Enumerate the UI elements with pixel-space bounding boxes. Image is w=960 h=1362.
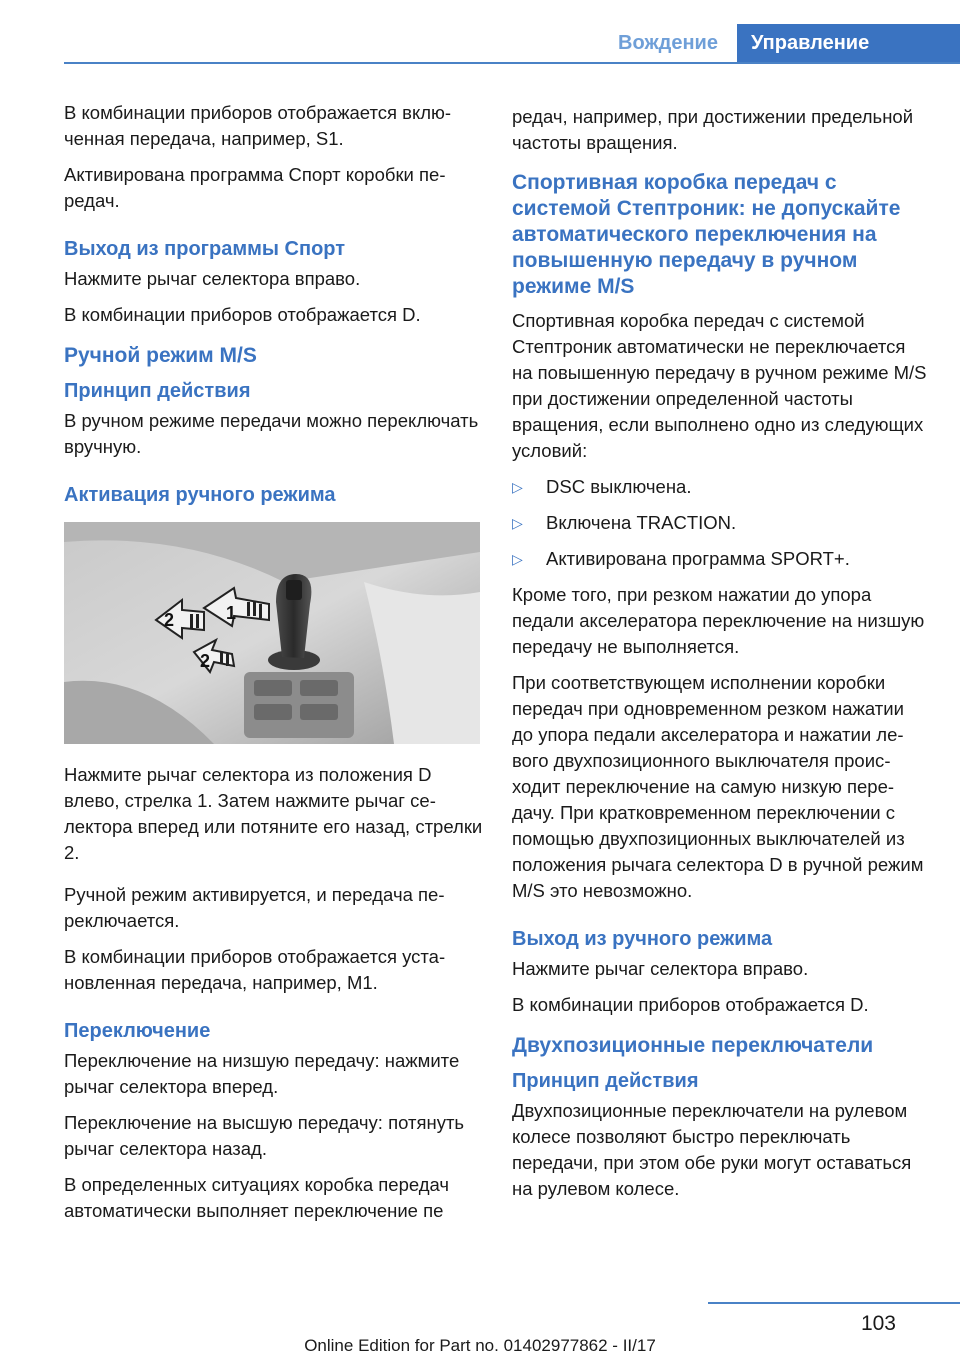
heading-principle: Принцип действия <box>64 380 251 402</box>
right-column <box>512 104 930 1212</box>
header-rule <box>64 62 960 64</box>
heading-shifting: Переключение <box>64 1020 211 1042</box>
triangle-bullet-icon: ▷ <box>512 479 523 495</box>
edition-footer: Online Edition for Part no. 01402977862 - II/17 <box>304 1336 656 1355</box>
heading-principle: Принцип действия <box>512 1070 699 1092</box>
list-item: ▷ Включена TRACTION. <box>512 510 930 536</box>
footer-rule <box>708 1302 960 1304</box>
paragraph: Нажмите рычаг селектора вправо. <box>64 268 361 289</box>
paragraph: Нажмите рычаг селектора из положения D влево, стрелка 1. Затем нажмите рычаг селектора вперед или потяните его назад, стрелки 2. <box>64 764 483 863</box>
paragraph: Переключение на низшую передачу: нажмите рычаг селектора вперед. <box>64 1050 460 1097</box>
triangle-bullet-icon: ▷ <box>512 551 523 567</box>
arrow-2-label: 2 <box>200 651 211 671</box>
left-column <box>64 100 484 1234</box>
paragraph: В комбинации приборов отображается включенная передача, например, S1. <box>64 102 452 149</box>
page-number: 103 <box>860 1312 896 1335</box>
paragraph: Двухпозиционные переключатели на рулевом колесе позволяют быстро переключать передачи, при этом обе руки могут оставаться на рулевом колесе. <box>512 1100 912 1199</box>
paragraph: Ручной режим активируется, и передача переключается. <box>64 884 445 931</box>
heading-sport-steptronic: Спортивная коробка передач с системой Стептроник: не допускайте автоматического переключения на повышенную передачу в ручном режиме M/S <box>512 171 901 298</box>
gear-selector-photo <box>64 522 480 744</box>
header-section-tab[interactable]: Вождение <box>618 31 718 54</box>
paragraph: В комбинации приборов отображается D. <box>64 304 421 325</box>
heading-activation: Активация ручного режима <box>64 484 336 506</box>
list-item: ▷ DSC выключена. <box>512 474 930 500</box>
heading-manual-mode: Ручной режим M/S <box>64 344 257 367</box>
paragraph: В определенных ситуациях коробка передач автоматически выполняет переключение пе <box>64 1174 450 1221</box>
list-item: ▷ Активирована программа SPORT+. <box>512 546 930 572</box>
paragraph: При соответствующем исполнении коробки передач при одновременном резком нажатии до упора педали акселератора и нажатии левого двухпозиционного выключателя происходит переключение на самую низкую передачу. При кратковременном переключении с помощью двухпозиционных выключателей из положения рычага селектора D в ручной режим M/S это невозможно. <box>512 672 924 901</box>
paragraph: Переключение на высшую передачу: потянуть рычаг селектора назад. <box>64 1112 465 1159</box>
paragraph: Нажмите рычаг селектора вправо. <box>512 958 809 979</box>
paragraph: Активирована программа Спорт коробки передач. <box>64 164 446 211</box>
arrow-2-label: 2 <box>164 610 175 630</box>
heading-exit-manual: Выход из ручного режима <box>512 928 773 950</box>
paragraph: Спортивная коробка передач с системой Стептроник автоматически не переключается на повышенную передачу в ручном режиме M/S при достижении определенной частоты вращения, если выполнено одно из следующих условий: <box>512 310 927 461</box>
paragraph: редач, например, при достижении предельной частоты вращения. <box>512 106 914 153</box>
paragraph: В ручном режиме передачи можно переключать вручную. <box>64 410 479 457</box>
triangle-bullet-icon: ▷ <box>512 515 523 531</box>
paragraph: В комбинации приборов отображается установленная передача, например, M1. <box>64 946 446 993</box>
header-chapter-tab[interactable]: Управление <box>737 24 960 62</box>
heading-paddles: Двухпозиционные переключатели <box>512 1034 874 1057</box>
arrow-1-label: 1 <box>226 603 237 623</box>
paragraph: Кроме того, при резком нажатии до упора педали акселератора переключение на низшую передачу не выполняется. <box>512 584 925 657</box>
paragraph: В комбинации приборов отображается D. <box>512 994 869 1015</box>
heading-exit-sport: Выход из программы Спорт <box>64 238 346 260</box>
